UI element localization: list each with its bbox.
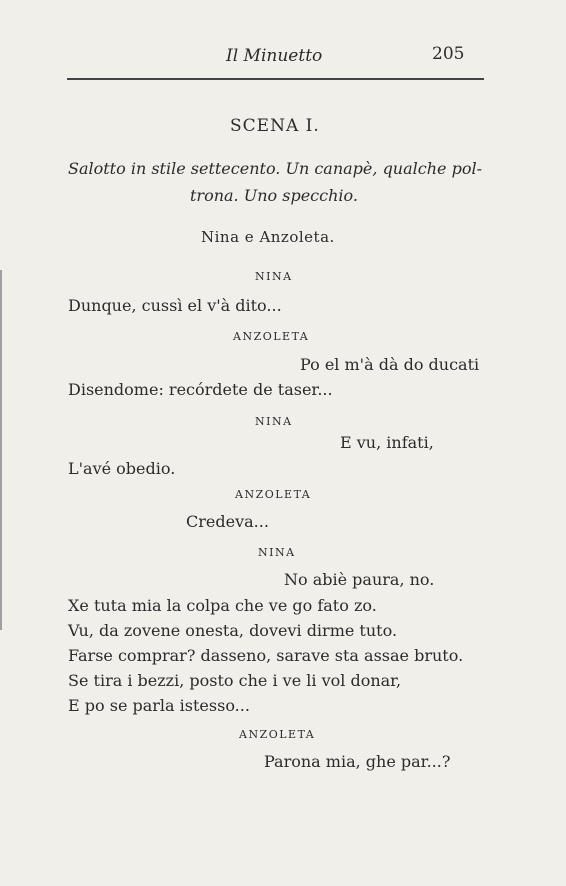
verse-line: Xe tuta mia la colpa che ve go fato zo. — [68, 596, 377, 615]
page-edge-shadow — [0, 270, 6, 630]
verse-line: L'avé obedio. — [68, 459, 176, 478]
speaker-label: NINA — [255, 270, 293, 283]
verse-line: E po se parla istesso... — [68, 696, 250, 715]
verse-line: Dunque, cussì el v'à dito... — [68, 296, 282, 315]
verse-line: Se tira i bezzi, posto che i ve li vol donar, — [68, 671, 402, 690]
verse-line: E vu, infati, — [340, 433, 434, 452]
scene-title: SCENA I. — [230, 116, 320, 136]
speaker-label: ANZOLETA — [235, 488, 312, 501]
verse-line: Vu, da zovene onesta, dovevi dirme tuto. — [68, 621, 398, 640]
verse-line: Farse comprar? dasseno, sarave sta assae bruto. — [68, 646, 464, 665]
speaker-label: NINA — [255, 415, 293, 428]
verse-line: Parona mia, ghe par...? — [264, 752, 451, 771]
verse-line: Credeva... — [186, 512, 269, 531]
verse-line: Po el m'à dà do ducati — [300, 355, 480, 374]
verse-line: No abiè paura, no. — [284, 570, 435, 589]
running-title: Il Minuetto — [226, 46, 323, 66]
verse-line: Disendome: recórdete de taser... — [68, 380, 333, 399]
stage-direction-line-2: trona. Uno specchio. — [190, 186, 358, 205]
header-rule — [67, 78, 484, 80]
speaker-label: ANZOLETA — [233, 330, 310, 343]
stage-direction-line-1: Salotto in stile settecento. Un canapè, qualche pol- — [68, 159, 482, 178]
speaker-label: ANZOLETA — [239, 728, 316, 741]
speaker-label: NINA — [258, 546, 296, 559]
characters-list: Nina e Anzoleta. — [201, 228, 335, 246]
page-number: 205 — [432, 44, 465, 64]
